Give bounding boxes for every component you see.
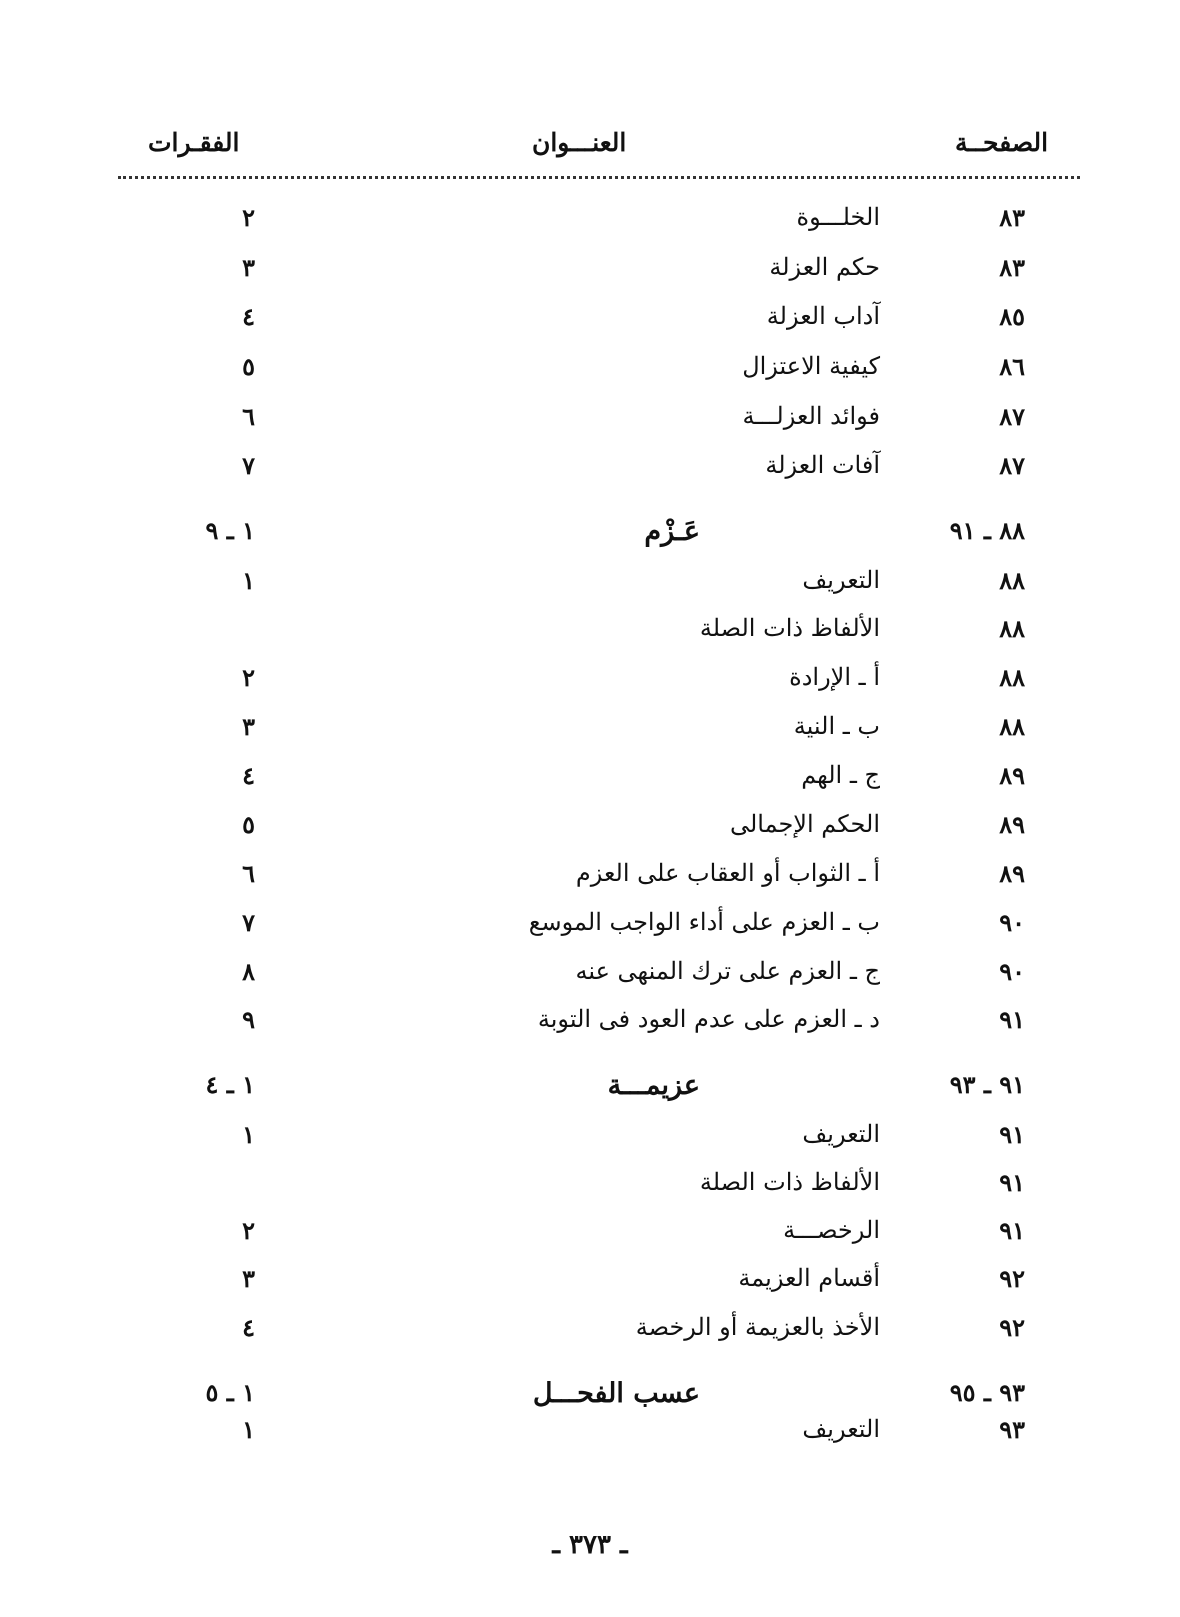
- entry-page-number: ٩٢: [999, 1313, 1025, 1342]
- entry-main-title: عزيمـــة: [607, 1070, 700, 1101]
- index-entry-row: [0, 712, 1180, 758]
- entry-paragraphs: ٣: [242, 1264, 255, 1293]
- entry-page-number: ٩١: [999, 1168, 1025, 1197]
- index-entry-row: [0, 1216, 1180, 1262]
- index-entry-row: [0, 1264, 1180, 1310]
- index-entry-row: [0, 1005, 1180, 1051]
- index-entry-row: [0, 352, 1180, 398]
- entry-page-number: ٩١: [999, 1216, 1025, 1245]
- entry-title: ج ـ العزم على ترك المنهى عنه: [575, 957, 880, 985]
- index-entry-row: [0, 810, 1180, 856]
- entry-main-title: عسب الفحـــل: [532, 1378, 700, 1409]
- column-header-paragraphs: الفقـرات: [148, 128, 240, 157]
- index-entry-row: [0, 1120, 1180, 1166]
- entry-title: آداب العزلة: [766, 302, 880, 330]
- entry-title: الخلـــوة: [796, 203, 880, 231]
- entry-page-number: ٩٠: [999, 957, 1025, 986]
- entry-page-number: ٨٦: [999, 352, 1025, 381]
- entry-paragraphs: ٤: [242, 761, 255, 790]
- entry-paragraphs: ١: [242, 1120, 255, 1149]
- entry-paragraphs: ١ ـ ٥: [205, 1378, 255, 1407]
- entry-title: الرخصـــة: [783, 1216, 880, 1244]
- index-entry-row: [0, 1168, 1180, 1214]
- entry-title: التعريف: [802, 566, 880, 594]
- entry-page-number: ٨٣: [999, 253, 1025, 282]
- column-header-page: الصفحــة: [955, 128, 1049, 157]
- entry-page-number: ٨٧: [999, 402, 1025, 431]
- entry-page-number: ٨٩: [999, 810, 1025, 839]
- index-entry-row: [0, 451, 1180, 497]
- entry-paragraphs: ٧: [242, 908, 255, 937]
- entry-paragraphs: ٧: [242, 451, 255, 480]
- entry-title: الألفاظ ذات الصلة: [699, 1168, 880, 1196]
- entry-title: ب ـ النية: [793, 712, 880, 740]
- index-entry-row: [0, 1313, 1180, 1359]
- entry-title: حكم العزلة: [769, 253, 880, 281]
- index-main-entry-row: [0, 1070, 1180, 1116]
- entry-page-number: ٨٧: [999, 451, 1025, 480]
- entry-page-number: ٨٨: [999, 663, 1025, 692]
- entry-page-number: ٨٥: [999, 302, 1025, 331]
- header-dotted-divider: [118, 176, 1080, 179]
- entry-paragraphs: ٦: [242, 402, 255, 431]
- index-main-entry-row: [0, 516, 1180, 562]
- entry-paragraphs: ٢: [242, 203, 255, 232]
- entry-page-number: ٨٣: [999, 203, 1025, 232]
- index-entry-row: [0, 302, 1180, 348]
- entry-paragraphs: ٣: [242, 712, 255, 741]
- entry-page-number: ٨٨ ـ ٩١: [949, 516, 1025, 545]
- entry-page-number: ٨٩: [999, 859, 1025, 888]
- entry-main-title: عَـزْم: [644, 516, 700, 547]
- entry-title: أ ـ الإرادة: [789, 663, 880, 691]
- entry-paragraphs: ١ ـ ٩: [205, 516, 255, 545]
- entry-page-number: ٩٣ ـ ٩٥: [949, 1378, 1025, 1407]
- index-entry-row: [0, 566, 1180, 612]
- entry-page-number: ٩١: [999, 1005, 1025, 1034]
- entry-title: د ـ العزم على عدم العود فى التوبة: [537, 1005, 880, 1033]
- index-entry-row: [0, 402, 1180, 448]
- entry-page-number: ٨٨: [999, 566, 1025, 595]
- entry-page-number: ٩٣: [999, 1415, 1025, 1444]
- index-entry-row: [0, 859, 1180, 905]
- entry-title: ج ـ الهم: [801, 761, 880, 789]
- entry-title: الألفاظ ذات الصلة: [699, 614, 880, 642]
- entry-paragraphs: ٦: [242, 859, 255, 888]
- entry-paragraphs: ١: [242, 1415, 255, 1444]
- entry-title: فوائد العزلـــة: [742, 402, 880, 430]
- column-header-title: العنـــوان: [532, 128, 627, 157]
- index-entry-row: [0, 761, 1180, 807]
- entry-paragraphs: ٤: [242, 1313, 255, 1342]
- entry-title: التعريف: [802, 1120, 880, 1148]
- index-entry-row: [0, 957, 1180, 1003]
- index-entry-row: [0, 614, 1180, 660]
- entry-title: الأخذ بالعزيمة أو الرخصة: [635, 1313, 880, 1341]
- entry-paragraphs: ٢: [242, 1216, 255, 1245]
- index-entry-row: [0, 663, 1180, 709]
- entry-page-number: ٩٢: [999, 1264, 1025, 1293]
- entry-title: كيفية الاعتزال: [742, 352, 880, 380]
- entry-title: أ ـ الثواب أو العقاب على العزم: [575, 859, 880, 887]
- entry-title: ب ـ العزم على أداء الواجب الموسع: [528, 908, 880, 936]
- entry-page-number: ٨٨: [999, 712, 1025, 741]
- entry-paragraphs: ٣: [242, 253, 255, 282]
- entry-title: التعريف: [802, 1415, 880, 1443]
- page-number: ـ ٣٧٣ ـ: [552, 1530, 628, 1560]
- entry-paragraphs: ٨: [242, 957, 255, 986]
- entry-paragraphs: ١ ـ ٤: [205, 1070, 255, 1099]
- entry-page-number: ٨٩: [999, 761, 1025, 790]
- entry-title: آفات العزلة: [765, 451, 880, 479]
- entry-page-number: ٩١: [999, 1120, 1025, 1149]
- entry-paragraphs: ٢: [242, 663, 255, 692]
- index-entry-row: [0, 203, 1180, 249]
- entry-paragraphs: ٤: [242, 302, 255, 331]
- entry-paragraphs: ٥: [242, 810, 255, 839]
- entry-title: الحكم الإجمالى: [729, 810, 880, 838]
- entry-page-number: ٨٨: [999, 614, 1025, 643]
- entry-page-number: ٩١ ـ ٩٣: [949, 1070, 1025, 1099]
- entry-title: أقسام العزيمة: [738, 1264, 880, 1292]
- index-entry-row: [0, 253, 1180, 299]
- entry-paragraphs: ١: [242, 566, 255, 595]
- entry-paragraphs: ٥: [242, 352, 255, 381]
- index-entry-row: [0, 1415, 1180, 1461]
- entry-paragraphs: ٩: [242, 1005, 255, 1034]
- entry-page-number: ٩٠: [999, 908, 1025, 937]
- index-entry-row: [0, 908, 1180, 954]
